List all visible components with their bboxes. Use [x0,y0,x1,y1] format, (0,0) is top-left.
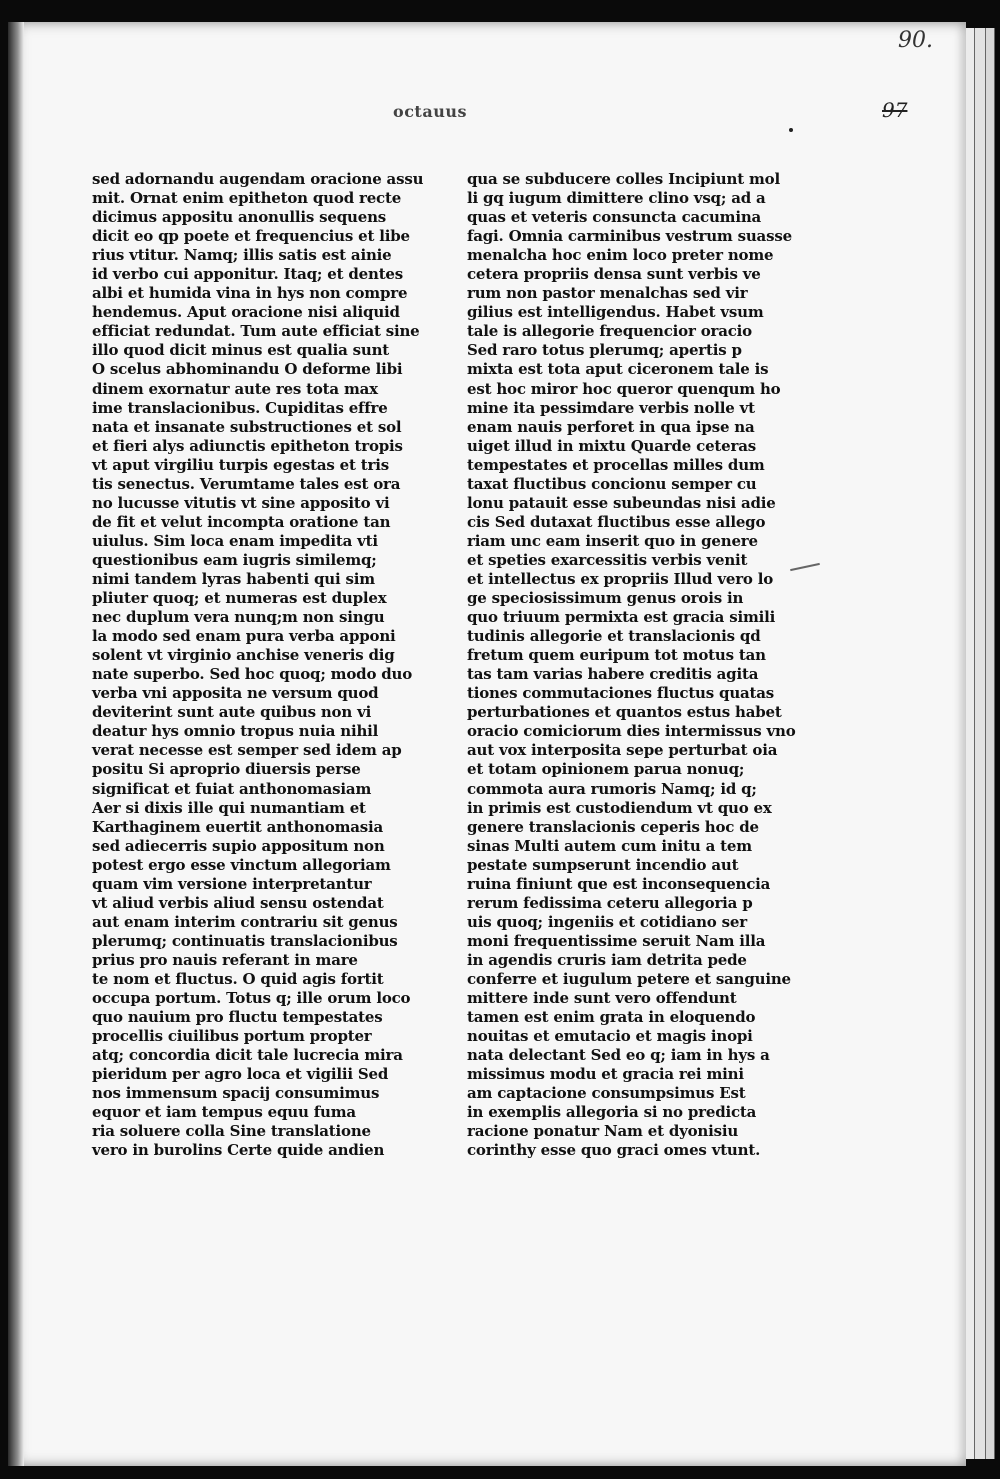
text-line: tas tam varias habere creditis agita [467,665,759,684]
text-line: vero in burolins Certe quide andien [92,1141,385,1160]
text-line: tudinis allegorie et translacionis qd [467,627,761,646]
text-line: fretum quem euripum tot motus tan [467,646,766,665]
text-line: tamen est enim grata in eloquendo [467,1008,756,1027]
left-text-column [92,170,424,1160]
text-line: cetera propriis densa sunt verbis ve [467,265,761,284]
text-line: deatur hys omnio tropus nuia nihil [92,722,379,741]
text-line: te nom et fluctus. O quid agis fortit [92,969,384,988]
text-line: hendemus. Aput oracione nisi aliquid [92,303,400,322]
text-line: quo triuum permixta est gracia simili [467,608,776,627]
text-line: quo nauium pro fluctu tempestates [92,1008,383,1027]
text-line: illo quod dicit minus est qualia sunt [92,341,390,360]
text-line: quas et veteris consuncta cacumina [467,208,762,227]
text-line: potest ergo esse vinctum allegoriam [92,855,391,874]
text-line: no lucusse vitutis vt sine apposito vi [92,493,390,512]
text-line: tale is allegorie frequencior oracio [467,322,752,341]
text-line: am captacione consumpsimus Est [467,1084,746,1103]
text-line: procellis ciuilibus portum propter [92,1027,372,1046]
text-line: genere translacionis ceperis hoc de [467,817,759,836]
text-line: qua se subducere colles Incipiunt mol [467,170,780,188]
text-line: pieridum per agro loca et vigilii Sed [92,1065,389,1084]
text-line: uiget illud in mixtu Quarde ceteras [467,436,756,455]
text-line: oracio comiciorum dies intermissus vno [467,722,796,741]
text-line: riam unc eam inserit quo in genere [467,531,758,550]
text-line: tis senectus. Verumtame tales est ora [92,474,401,493]
text-line: nata et insanate substructiones et sol [92,417,402,436]
text-line: sed adiecerris supio appositum non [92,836,385,855]
text-line: significat et fuiat anthonomasiam [92,779,372,798]
text-line: prius pro nauis referant in mare [92,950,358,969]
text-line: cis Sed dutaxat fluctibus esse allego [467,512,766,531]
text-line: sinas Multi autem cum initu a tem [467,836,752,855]
text-line: li gq iugum dimittere clino vsq; ad a [467,189,766,208]
text-line: aut enam interim contrariu sit genus [92,912,398,931]
text-line: ria soluere colla Sine translatione [92,1122,371,1141]
text-line: in primis est custodiendum vt quo ex [467,798,772,817]
text-line: uis quoq; ingeniis et cotidiano ser [467,912,747,931]
text-line: commota aura rumoris Namq; id q; [467,779,757,798]
text-line: et totam opinionem parua nonuq; [467,760,745,779]
text-line: verba vni apposita ne versum quod [92,684,379,703]
text-line: mittere inde sunt vero offendunt [467,989,737,1008]
running-head: octauus [393,102,467,121]
text-line: est hoc miror hoc queror quenqum ho [467,379,781,398]
text-line: nos immensum spacij consumimus [92,1084,380,1103]
text-line: rum non pastor menalchas sed vir [467,284,748,303]
text-line: ime translacionibus. Cupiditas effre [92,398,388,417]
right-text-column [467,170,797,1160]
text-line: Aer si dixis ille qui numantiam et [92,798,366,817]
text-line: atq; concordia dicit tale lucrecia mira [92,1046,403,1065]
text-line: fagi. Omnia carminibus vestrum suasse [467,227,792,246]
text-line: rius vtitur. Namq; illis satis est ainie [92,246,392,265]
binding-gutter [8,22,24,1466]
text-line: dinem exornatur aute res tota max [92,379,378,398]
text-line: verat necesse est semper sed idem ap [92,741,402,760]
text-line: tiones commutaciones fluctus quatas [467,684,775,703]
text-line: ruina finiunt que est inconsequencia [467,874,771,893]
text-line: mit. Ornat enim epitheton quod recte [92,189,402,208]
text-line: aut vox interposita sepe perturbat oia [467,741,778,760]
text-line: nec duplum vera nunq;m non singu [92,608,385,627]
text-line: quam vim versione interpretantur [92,874,372,893]
text-line: equor et iam tempus equu fuma [92,1103,356,1122]
text-line: id verbo cui apponitur. Itaq; et dentes [92,265,404,284]
text-line: albi et humida vina in hys non compre [92,284,408,303]
text-line: conferre et iugulum petere et sanguine [467,969,791,988]
text-line: deviterint sunt aute quibus non vi [92,703,372,722]
text-line: nouitas et emutacio et magis inopi [467,1027,753,1046]
text-line: menalcha hoc enim loco preter nome [467,246,774,265]
text-line: in agendis cruris iam detrita pede [467,950,747,969]
text-line: occupa portum. Totus q; ille orum loco [92,989,411,1008]
text-line: pestate sumpserunt incendio aut [467,855,739,874]
text-line: sed adornandu augendam oracione assu [92,170,424,188]
text-line: perturbationes et quantos estus habet [467,703,782,722]
text-line: et speties exarcessitis verbis venit [467,550,748,569]
text-line: O scelus abhominandu O deforme libi [92,360,403,379]
text-line: in exemplis allegoria si no predicta [467,1103,757,1122]
text-line: Karthaginem euertit anthonomasia [92,817,384,836]
text-line: et fieri alys adiunctis epitheton tropis [92,436,403,455]
text-line: solent vt virginio anchise veneris dig [92,646,395,665]
text-line: lonu patauit esse subeundas nisi adie [467,493,776,512]
old-folio-number: 97 [882,98,908,122]
text-line: questionibus eam iugris similemq; [92,550,377,569]
text-line: moni frequentissime seruit Nam illa [467,931,766,950]
text-line: plerumq; continuatis translacionibus [92,931,398,950]
text-line: gilius est intelligendus. Habet vsum [467,303,764,322]
ink-dot [789,128,793,132]
text-line: la modo sed enam pura verba apponi [92,627,396,646]
text-line: tempestates et procellas milles dum [467,455,765,474]
folio-number: 90. [898,28,933,53]
text-line: dicit eo qp poete et frequencius et libe [92,227,410,246]
text-line: pliuter quoq; et numeras est duplex [92,589,387,608]
text-line: efficiat redundat. Tum aute efficiat sine [92,322,420,341]
text-line: racione ponatur Nam et dyonisiu [467,1122,739,1141]
text-line: Sed raro totus plerumq; apertis p [467,341,742,360]
text-line: et intellectus ex propriis Illud vero lo [467,569,774,588]
text-line: uiulus. Sim loca enam impedita vti [92,531,378,550]
text-line: nate superbo. Sed hoc quoq; modo duo [92,665,413,684]
text-line: enam nauis perforet in qua ipse na [467,417,755,436]
text-line: corinthy esse quo graci omes vtunt. [467,1141,761,1160]
text-line: nimi tandem lyras habenti qui sim [92,569,375,588]
text-line: mixta est tota aput ciceronem tale is [467,360,769,379]
text-line: ge speciosissimum genus orois in [467,589,744,608]
text-line: vt aput virgiliu turpis egestas et tris [92,455,389,474]
text-line: de fit et velut incompta oratione tan [92,512,391,531]
text-line: vt aliud verbis aliud sensu ostendat [92,893,384,912]
text-line: taxat fluctibus concionu semper cu [467,474,757,493]
text-line: nata delectant Sed eo q; iam in hys a [467,1046,770,1065]
text-line: missimus modu et gracia rei mini [467,1065,744,1084]
text-line: rerum fedissima ceteru allegoria p [467,893,753,912]
text-line: positu Si aproprio diuersis perse [92,760,361,779]
text-line: mine ita pessimdare verbis nolle vt [467,398,755,417]
text-line: dicimus appositu anonullis sequens [92,208,387,227]
